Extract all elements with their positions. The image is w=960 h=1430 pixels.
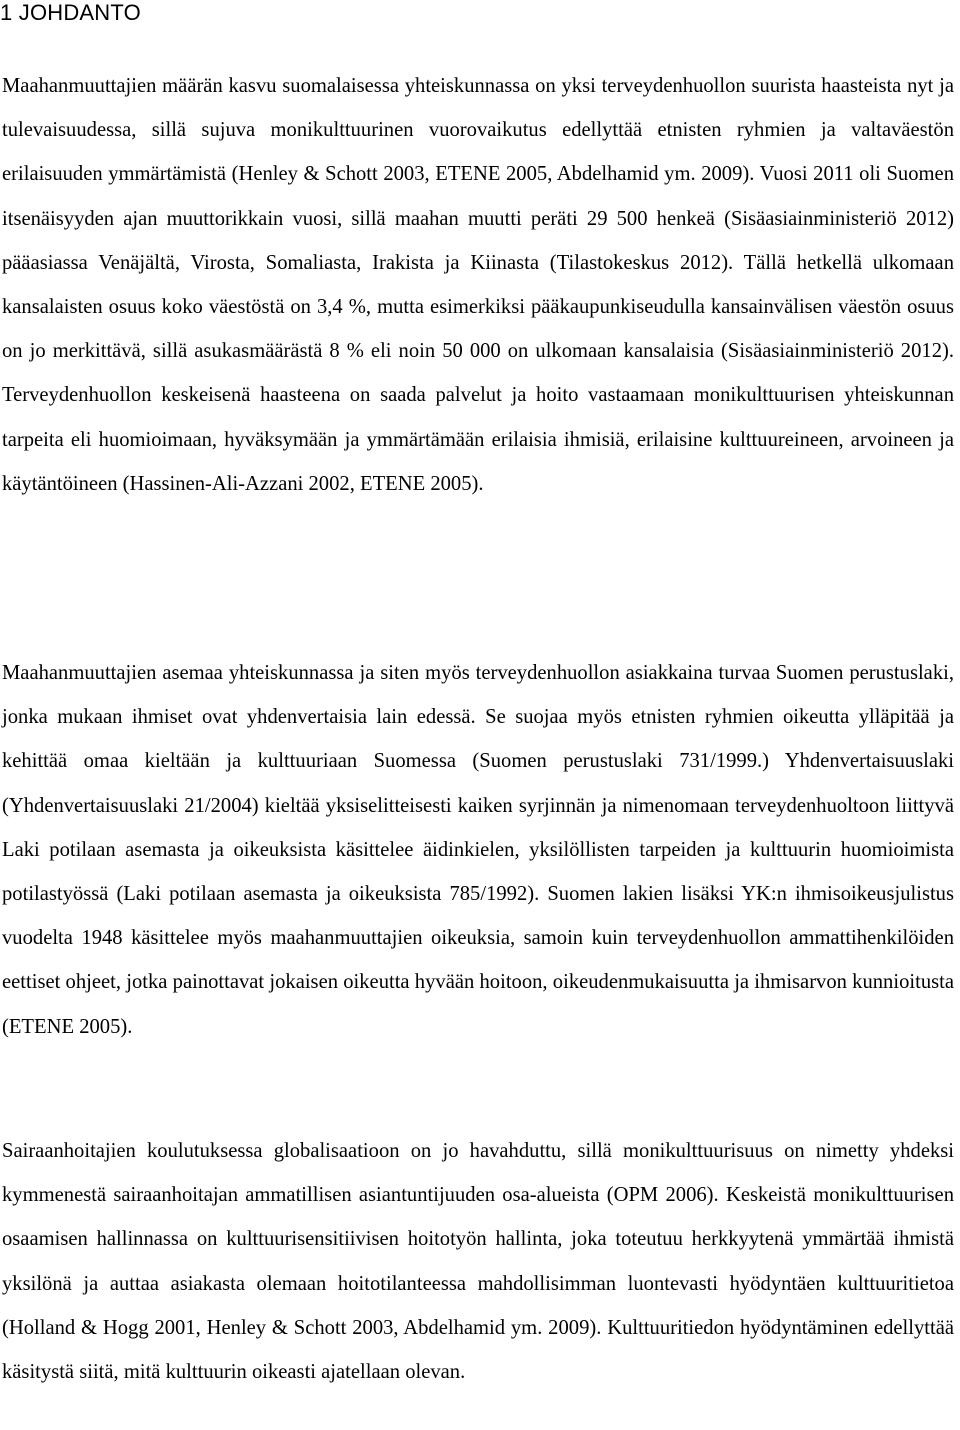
paragraph-immigration-challenge: Maahanmuuttajien määrän kasvu suomalaisessa yhteiskunnassa on yksi terveydenhuollon suurista haasteista nyt ja tulevaisuudessa, sillä sujuva monikulttuurinen vuorovaikutus edellyttää etnisten ryhmien ja valtaväestön erilaisuuden ymmärtämistä (Henley & Schott 2003, ETENE 2005, Abdelhamid ym. 2009). Vuosi 2011 oli Suomen itsenäisyyden ajan muuttorikkain vuosi, sillä maahan muutti peräti 29 500 henkeä (Sisäasiainministeriö 2012) pääasiassa Venäjältä, Virosta, Somaliasta, Irakista ja Kiinasta (Tilastokeskus 2012). Tällä hetkellä ulkomaan kansalaisten osuus koko väestöstä on 3,4 %, mutta esimerkiksi pääkaupunkiseudulla kansainvälisen väestön osuus on jo merkittävä, sillä asukasmäärästä 8 % eli noin 50 000 on ulkomaan kansalaisia (Sisäasiainministeriö 2012). Terveydenhuollon keskeisenä haasteena on saada palvelut ja hoito vastaamaan monikulttuurisen yhteiskunnan tarpeita eli huomioimaan, hyväksymään ja ymmärtämään erilaisia ihmisiä, erilaisine kulttuureineen, arvoineen ja käytäntöineen (Hassinen-Ali-Azzani 2002, ETENE 2005). — [2, 75, 954, 495]
paragraph-nursing-education: Sairaanhoitajien koulutuksessa globalisaatioon on jo havahduttu, sillä monikulttuurisuus on nimetty yhdeksi kymmenestä sairaanhoitajan ammatillisen asiantuntijuuden osa-alueista (OPM 2006). Keskeistä monikulttuurisen osaamisen hallinnassa on kulttuurisensitiivisen hoitotyön hallinta, joka toteutuu herkkyytenä ymmärtää ihmistä yksilönä ja auttaa asiakasta olemaan hoitotilanteessa mahdollisimman luontevasti hyödyntäen kulttuuritietoa (Holland & Hogg 2001, Henley & Schott 2003, Abdelhamid ym. 2009). Kulttuuritiedon hyödyntäminen edellyttää käsitystä siitä, mitä kulttuurin oikeasti ajatellaan olevan. — [2, 1140, 954, 1384]
paragraph-legal-framework: Maahanmuuttajien asemaa yhteiskunnassa ja siten myös terveydenhuollon asiakkaina turvaa Suomen perustuslaki, jonka mukaan ihmiset ovat yhdenvertaisia lain edessä. Se suojaa myös etnisten ryhmien oikeutta ylläpitää ja kehittää omaa kieltään ja kulttuuriaan Suomessa (Suomen perustuslaki 731/1999.) Yhdenvertaisuuslaki (Yhdenvertaisuuslaki 21/2004) kieltää yksiselitteisesti kaiken syrjinnän ja nimenomaan terveydenhuoltoon liittyvä Laki potilaan asemasta ja oikeuksista käsittelee äidinkielen, yksilöllisten tarpeiden ja kulttuurin huomioimista potilastyössä (Laki potilaan asemasta ja oikeuksista 785/1992). Suomen lakien lisäksi YK:n ihmisoikeusjulistus vuodelta 1948 käsittelee myös maahanmuuttajien oikeuksia, samoin kuin terveydenhuollon ammattihenkilöiden eettiset ohjeet, jotka painottavat jokaisen oikeutta hyvään hoitoon, oikeudenmukaisuutta ja ihmisarvon kunnioitusta (ETENE 2005). — [2, 662, 954, 1038]
chapter-heading: 1 JOHDANTO — [0, 0, 141, 25]
